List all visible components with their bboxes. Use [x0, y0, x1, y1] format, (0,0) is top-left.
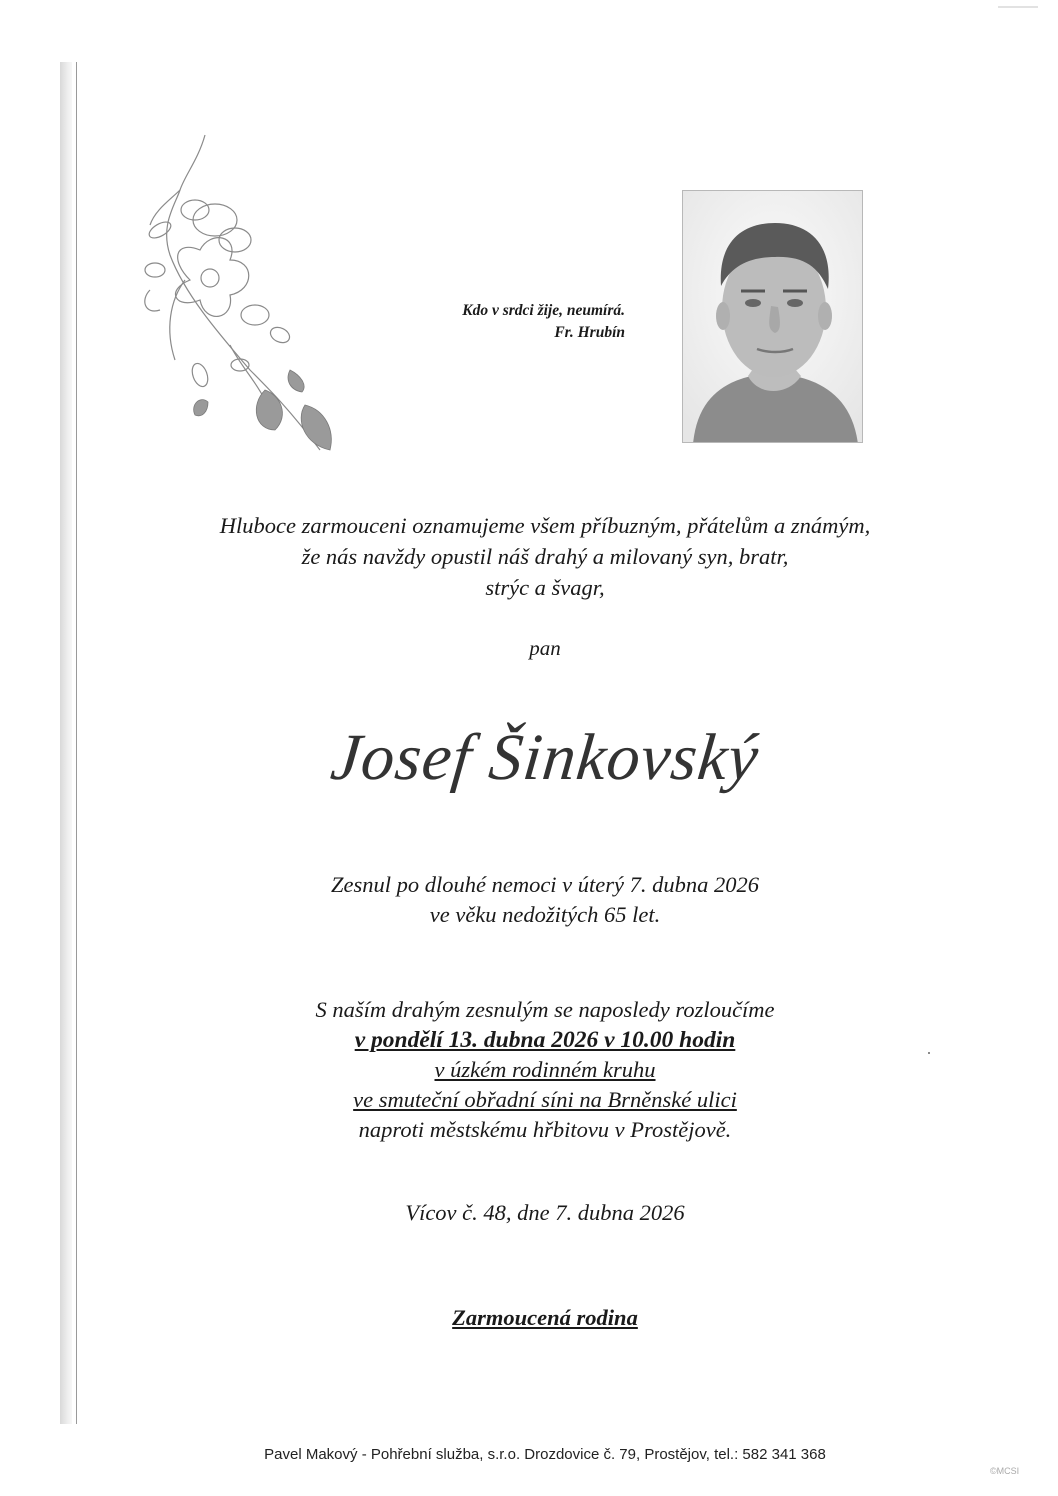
announcement-line: Hluboce zarmouceni oznamujeme všem příbuzným, přátelům a známým, — [219, 513, 871, 538]
announcement-line: strýc a švagr, — [485, 575, 605, 600]
farewell-line: v úzkém rodinném kruhu — [434, 1057, 656, 1082]
death-line: Zesnul po dlouhé nemoci v úterý 7. dubna 2026 — [330, 872, 760, 897]
scan-edge-mark — [998, 6, 1038, 8]
portrait-icon — [683, 191, 863, 443]
deceased-photo — [682, 190, 863, 443]
place-and-date: Vícov č. 48, dne 7. dubna 2026 — [405, 1200, 685, 1225]
family-signature: Zarmoucená rodina — [452, 1305, 638, 1330]
flower-branch-icon — [130, 130, 360, 460]
announcement-text — [100, 510, 990, 603]
memorial-quote — [380, 300, 625, 344]
farewell-line: S naším drahým zesnulým se naposledy rozloučíme — [315, 997, 775, 1022]
death-details — [100, 870, 990, 930]
farewell-line: naproti městskému hřbitovu v Prostějově. — [358, 1117, 732, 1142]
quote-text: Kdo v srdci žije, neumírá. — [462, 302, 625, 319]
left-border-band — [60, 62, 72, 1424]
death-line: ve věku nedožitých 65 let. — [429, 902, 661, 927]
announcement-line: že nás navždy opustil náš drahý a milovaný syn, bratr, — [301, 544, 789, 569]
print-mark: ©MCSI — [990, 1466, 1020, 1476]
deceased-name: Josef Šinkovský — [327, 721, 763, 794]
farewell-venue: ve smuteční obřadní síni na Brněnské ulici — [353, 1087, 737, 1112]
scan-speck — [928, 1052, 930, 1054]
quote-author: Fr. Hrubín — [554, 324, 625, 341]
salutation: pan — [529, 636, 561, 660]
farewell-details — [100, 995, 990, 1145]
farewell-datetime: v pondělí 13. dubna 2026 v 10.00 hodin — [354, 1027, 736, 1053]
funeral-service-footer: Pavel Makový - Pohřební služba, s.r.o. Drozdovice č. 79, Prostějov, tel.: 582 341 368 — [264, 1446, 826, 1463]
left-border-line — [76, 62, 77, 1424]
